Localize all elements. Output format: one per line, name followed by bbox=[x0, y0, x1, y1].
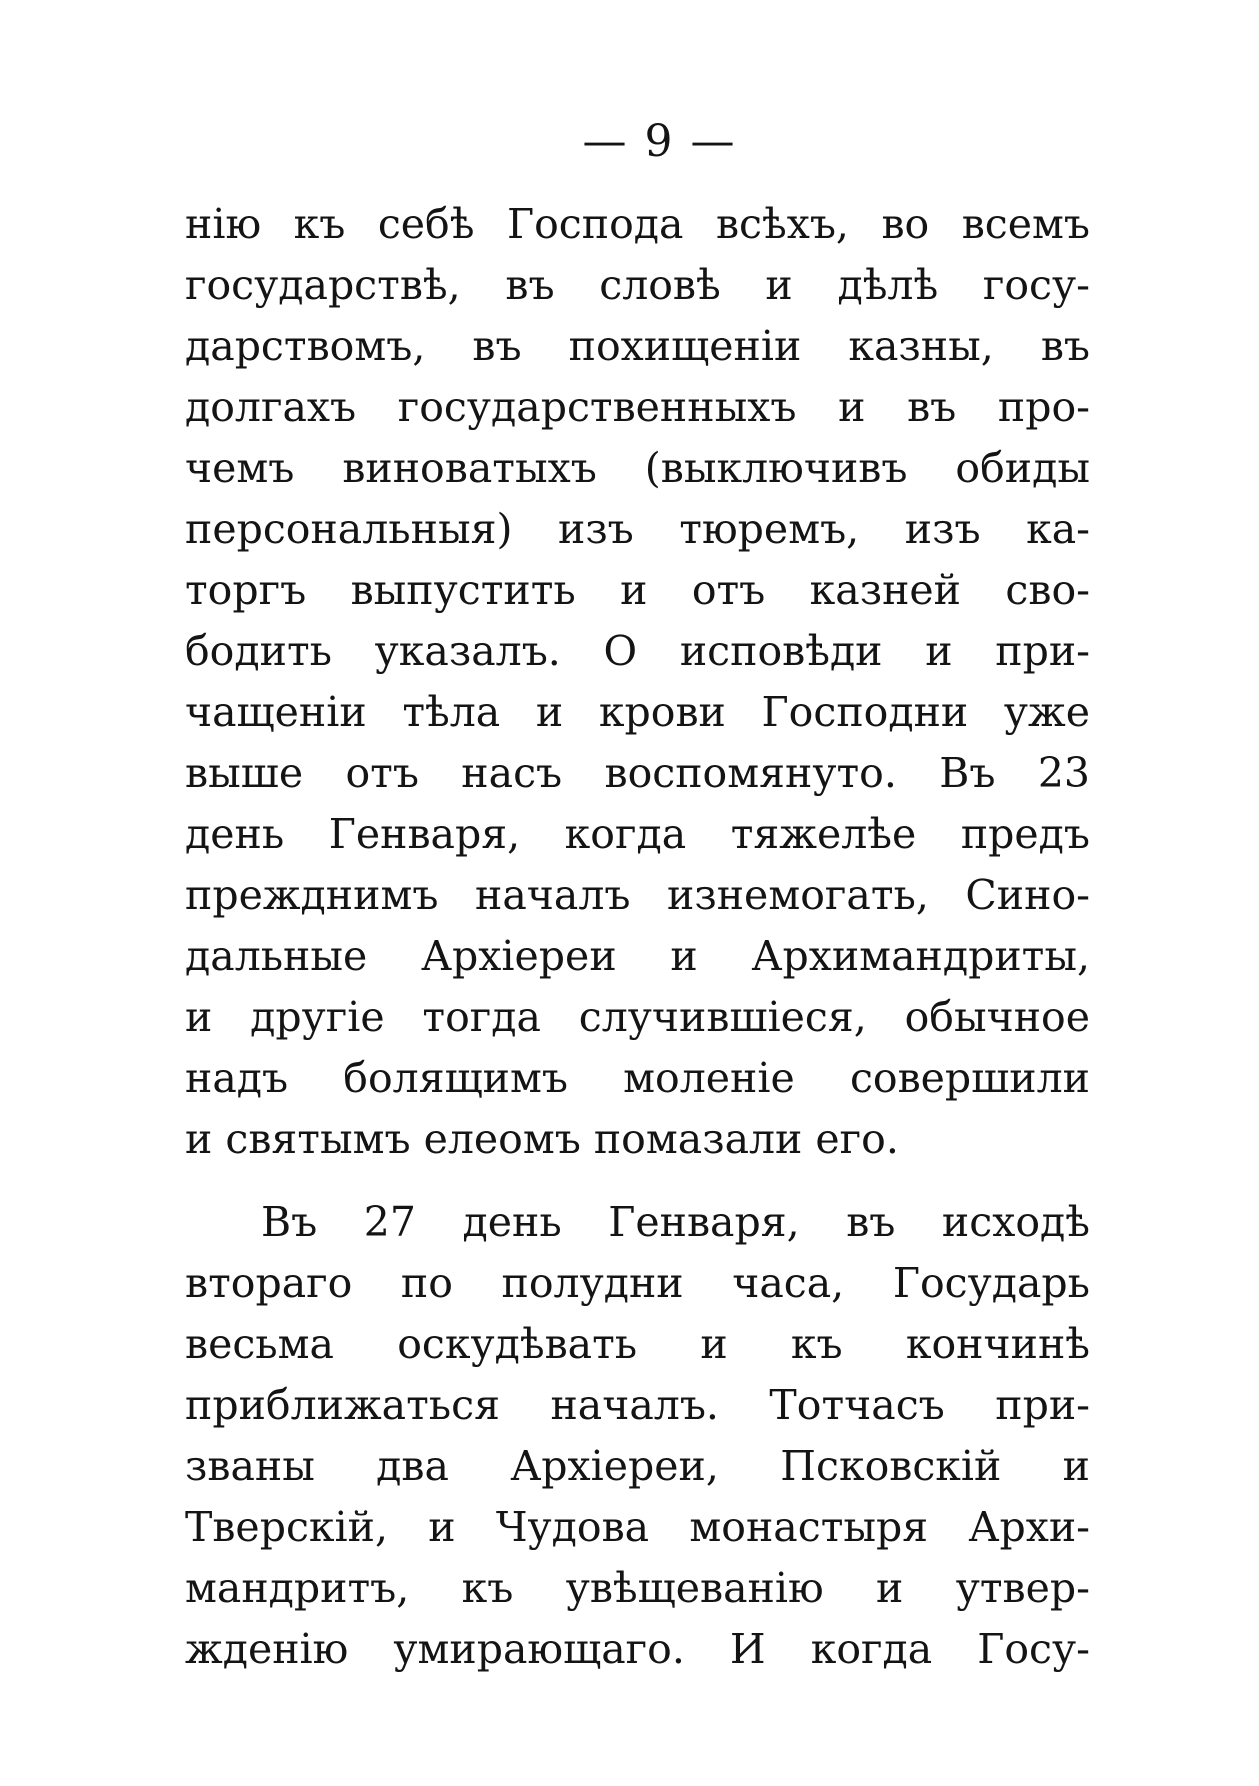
text-line: втораго по полудни часа, Государь bbox=[185, 1259, 1090, 1307]
text-line: Тверскій, и Чудова монастыря Архи- bbox=[185, 1503, 1090, 1551]
text-line: чемъ виноватыхъ (выключивъ обиды bbox=[185, 444, 1090, 492]
text-line: выше отъ насъ воспомянуто. Въ 23 bbox=[185, 749, 1090, 797]
text-line: чащеніи тѣла и крови Господни уже bbox=[185, 688, 1090, 736]
body-text bbox=[185, 194, 1090, 1680]
text-line: прежднимъ началъ изнемогать, Сино- bbox=[185, 871, 1090, 919]
page-number: — 9 — bbox=[582, 116, 737, 167]
paragraph-1 bbox=[185, 194, 1090, 1170]
text-line: государствѣ, въ словѣ и дѣлѣ госу- bbox=[185, 261, 1090, 309]
text-line: жденію умирающаго. И когда Госу- bbox=[185, 1625, 1090, 1673]
text-line: торгъ выпустить и отъ казней сво- bbox=[185, 566, 1090, 614]
text-line: нію къ себѣ Господа всѣхъ, во всемъ bbox=[185, 200, 1090, 248]
text-line: званы два Архіереи, Псковскій и bbox=[185, 1442, 1090, 1490]
text-line: персональныя) изъ тюремъ, изъ ка- bbox=[185, 505, 1090, 553]
text-line: Въ 27 день Генваря, въ исходѣ bbox=[261, 1198, 1090, 1246]
text-line: день Генваря, когда тяжелѣе предъ bbox=[185, 810, 1090, 858]
text-line: бодить указалъ. О исповѣди и при- bbox=[185, 627, 1090, 675]
text-line: и святымъ елеомъ помазали его. bbox=[185, 1115, 899, 1163]
text-line: приближаться началъ. Тотчасъ при- bbox=[185, 1381, 1090, 1429]
paragraph-gap bbox=[185, 1170, 1090, 1192]
paragraph-2 bbox=[185, 1192, 1090, 1680]
text-line: и другіе тогда случившіеся, обычное bbox=[185, 993, 1090, 1041]
text-line: дальные Архіереи и Архимандриты, bbox=[185, 932, 1090, 980]
text-line: долгахъ государственныхъ и въ про- bbox=[185, 383, 1090, 431]
text-line: мандритъ, къ увѣщеванію и утвер- bbox=[185, 1564, 1090, 1612]
text-line: весьма оскудѣвать и къ кончинѣ bbox=[185, 1320, 1090, 1368]
text-line: надъ болящимъ моленіе совершили bbox=[185, 1054, 1090, 1102]
text-line: дарствомъ, въ похищеніи казны, въ bbox=[185, 322, 1090, 370]
